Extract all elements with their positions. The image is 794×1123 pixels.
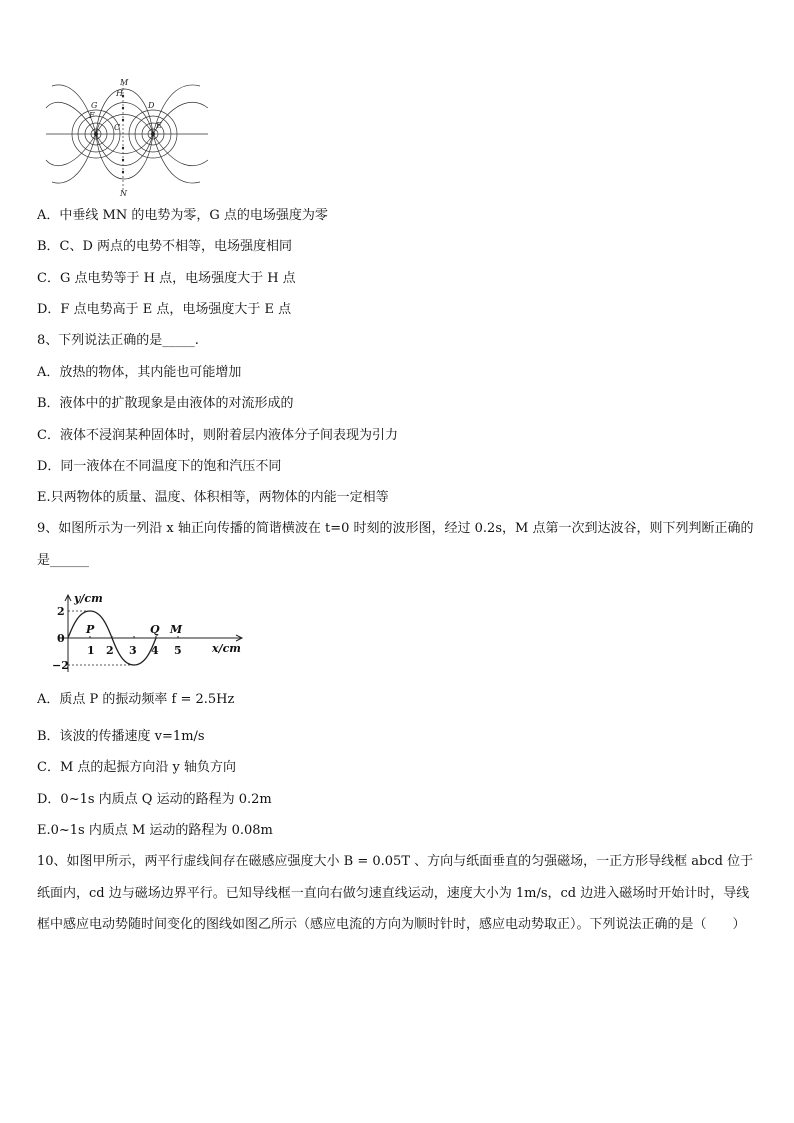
q8-stem: 8、下列说法正确的是_____. [37, 333, 199, 348]
q9-option-c: C．M 点的起振方向沿 y 轴负方向 [37, 760, 236, 775]
y-tick-2: 2 [57, 605, 65, 618]
label-n: N [120, 189, 127, 196]
x-tick-1: 1 [87, 644, 95, 657]
label-m: M [120, 78, 129, 87]
point-q-label: Q [150, 623, 160, 636]
q8-option-a: A．放热的物体，其内能也可能增加 [37, 365, 242, 380]
label-c: C [114, 123, 121, 132]
x-tick-5: 5 [174, 644, 182, 657]
label-g: G [91, 101, 98, 110]
q7-option-b: B．C、D 两点的电势不相等，电场强度相同 [37, 239, 293, 254]
q7-option-d: D．F 点电势高于 E 点，电场强度大于 E 点 [37, 302, 292, 317]
q10-stem: 10、如图甲所示，两平行虚线间存在磁感应强度大小 B = 0.05T 、方向与纸面垂直的匀强磁场，一正方形导线框 abcd 位于纸面内，cd 边与磁场边界平行。已知导线框一直向右做匀速直线运动，速度大小为 1m/s，cd 边进入磁场时开始计时，导线框中感应电动势随时间变化的图线如图乙所示（感应电流的方向为顺时针时，感应电动势取正）。下列说法正确的是（ ） [37, 854, 754, 932]
q9-option-d: D．0~1s 内质点 Q 运动的路程为 0.2m [37, 792, 272, 807]
point-p-label: P [86, 623, 95, 636]
q9-option-a: A．质点 P 的振动频率 f = 2.5Hz [37, 692, 235, 707]
q9-option-e: E.0~1s 内质点 M 运动的路程为 0.08m [37, 823, 273, 838]
label-f: F [89, 111, 95, 120]
q9-stem: 9、如图所示为一列沿 x 轴正向传播的简谐横波在 t=0 时刻的波形图，经过 0.2s，M 点第一次到达波谷，则下列判断正确的是______ [37, 521, 754, 568]
q9-option-b: B．该波的传播速度 v=1m/s [37, 729, 205, 744]
q7-option-c: C．G 点电势等于 H 点，电场强度大于 H 点 [37, 271, 296, 286]
q8-option-d: D．同一液体在不同温度下的饱和汽压不同 [37, 459, 282, 474]
x-tick-3: 3 [129, 644, 137, 657]
x-tick-4: 4 [151, 644, 159, 657]
electric-field-figure [44, 78, 210, 196]
y-axis-label: y/cm [74, 592, 103, 605]
y-tick-0: 0 [57, 632, 65, 645]
label-d: D [148, 101, 155, 110]
x-tick-2: 2 [106, 644, 114, 657]
y-tick-neg2: −2 [52, 659, 69, 672]
x-axis-label: x/cm [212, 642, 241, 655]
q8-option-c: C．液体不浸润某种固体时，则附着层内液体分子间表现为引力 [37, 428, 398, 443]
q7-option-a: A．中垂线 MN 的电势为零，G 点的电场强度为零 [37, 208, 328, 223]
point-m-label: M [170, 623, 183, 636]
label-e: E [156, 121, 162, 130]
q8-option-e: E.只两物体的质量、温度、体积相等，两物体的内能一定相等 [37, 490, 389, 505]
label-h: H [116, 89, 123, 98]
q8-option-b: B．液体中的扩散现象是由液体的对流形成的 [37, 396, 294, 411]
wave-graph [52, 592, 248, 676]
